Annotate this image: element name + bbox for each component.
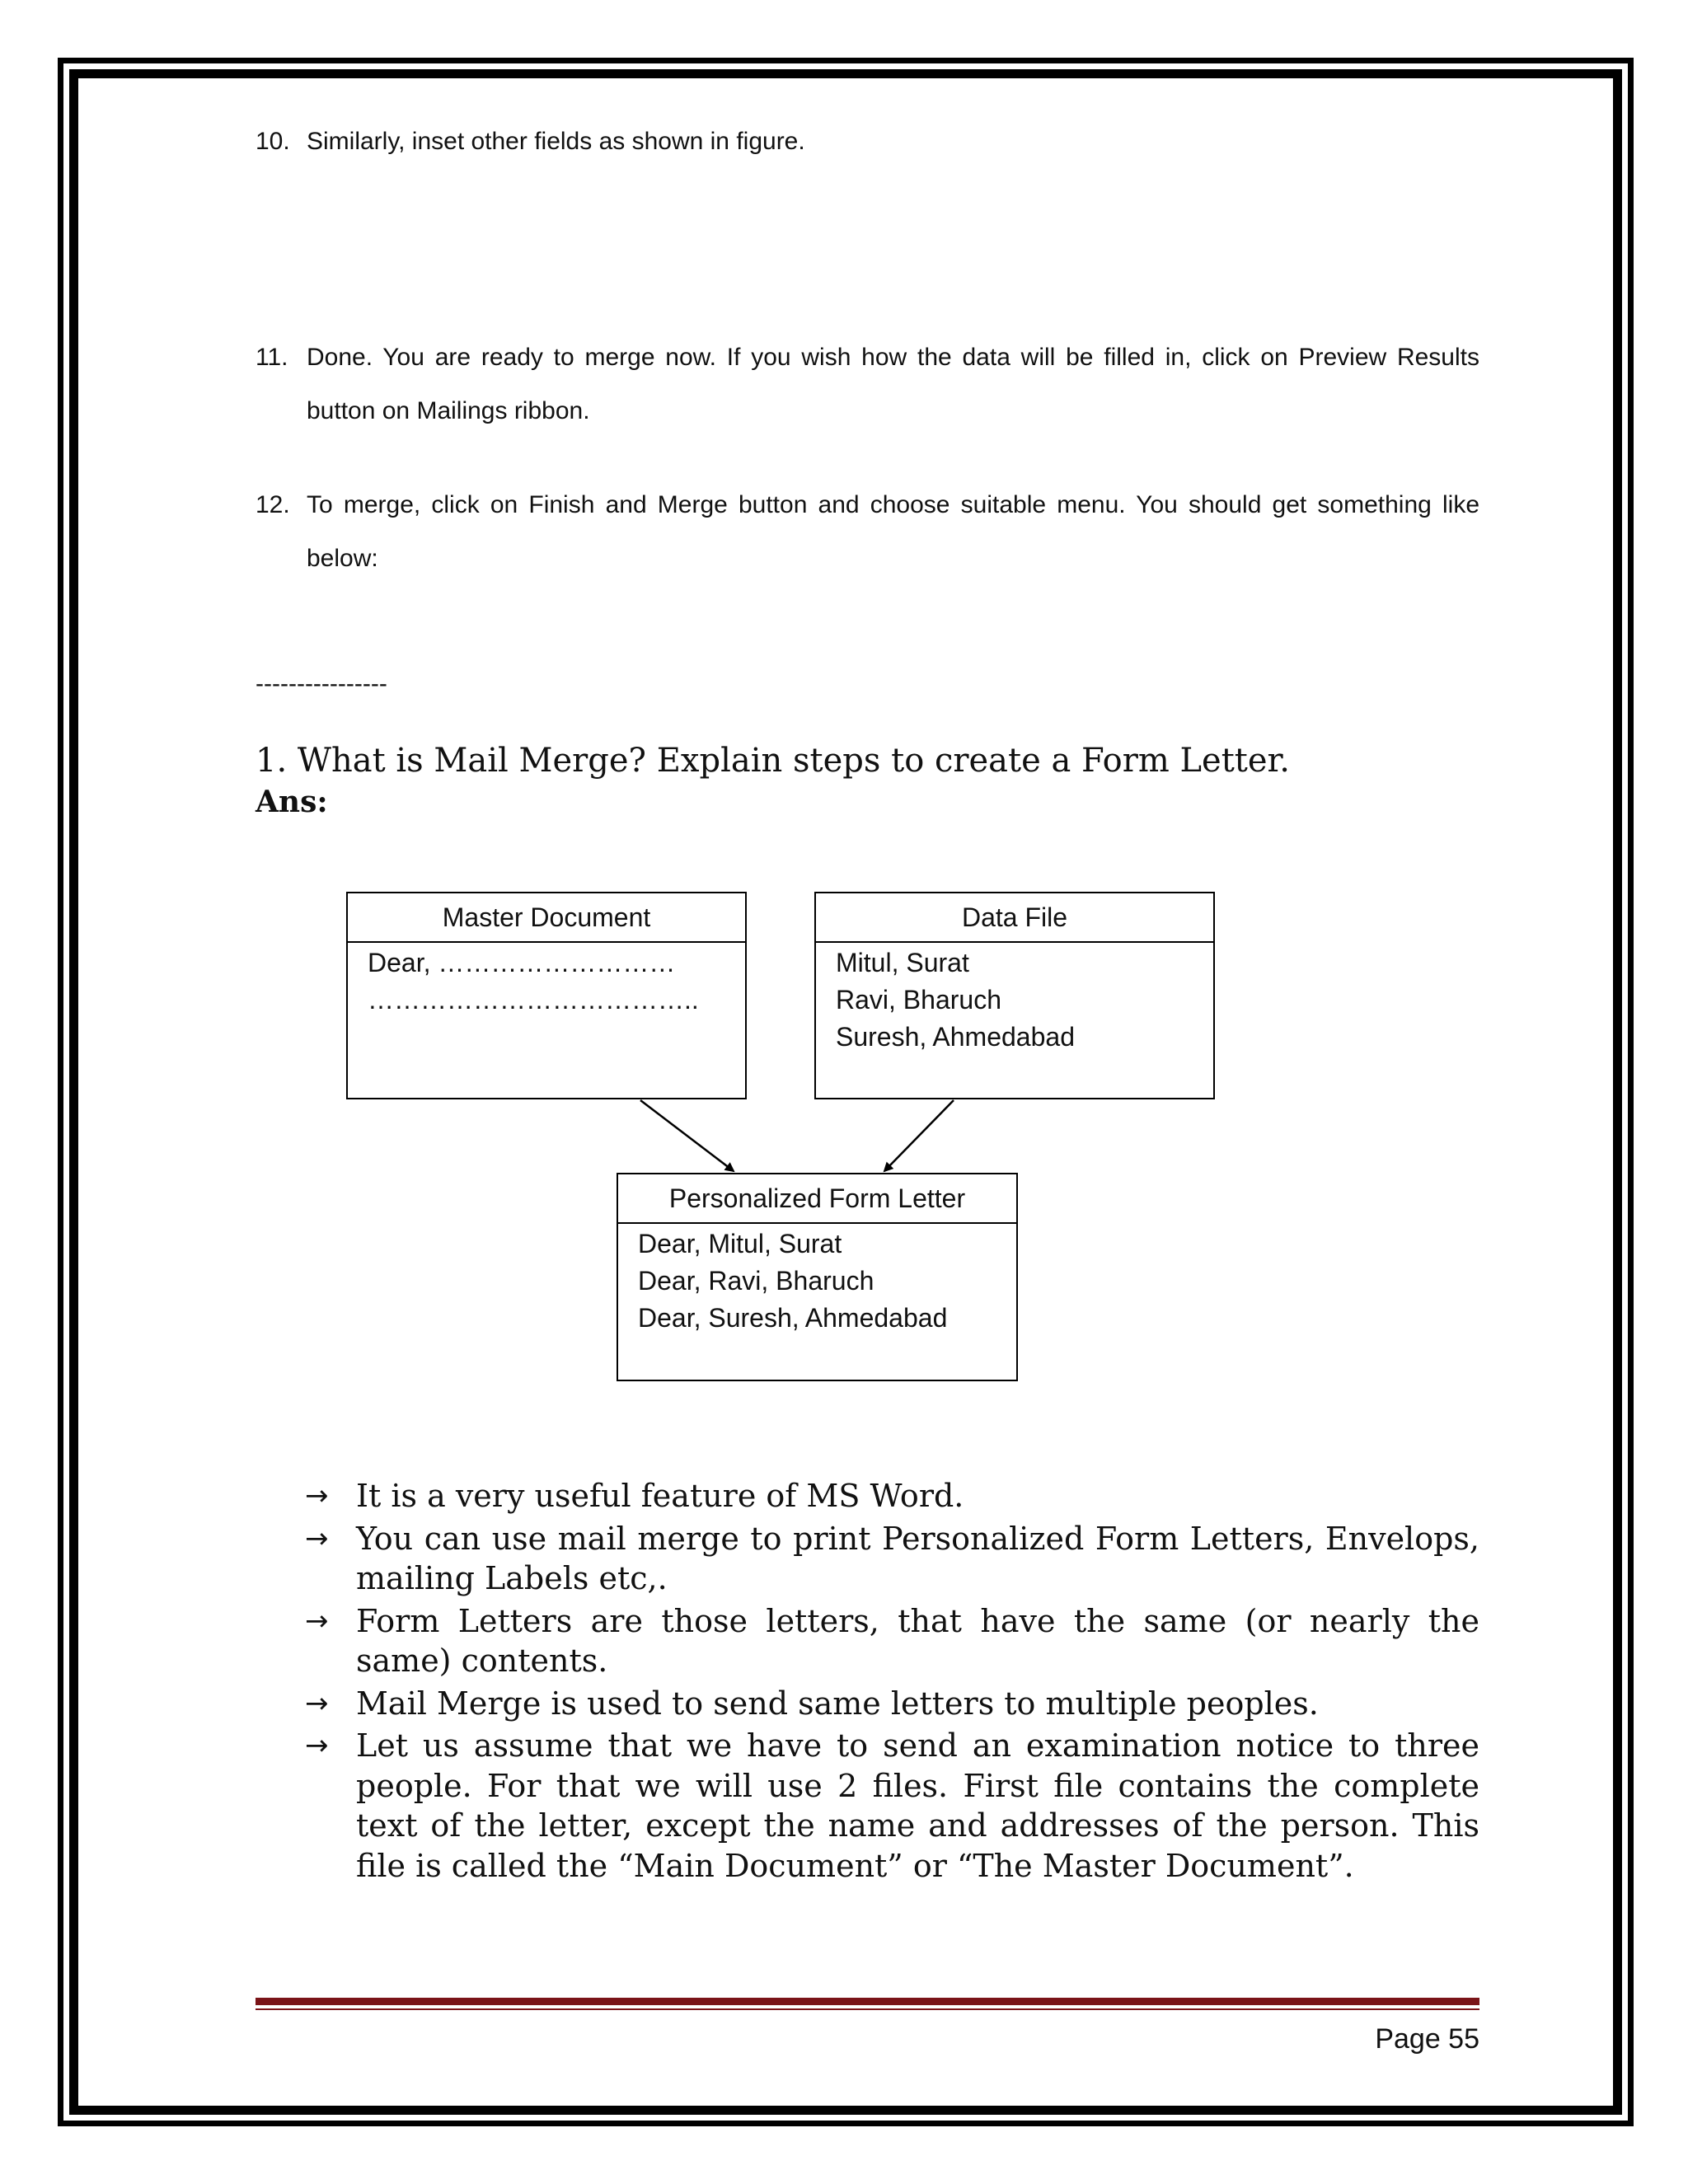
step-number: 10. bbox=[256, 128, 290, 155]
list-item bbox=[305, 1476, 1479, 1516]
list-item-text: You can use mail merge to print Personalized Form Letters, Envelops, mailing Labels etc,. bbox=[356, 1520, 1479, 1596]
right-arrow-icon: → bbox=[305, 1729, 329, 1762]
list-item-text: Let us assume that we have to send an examination notice to three people. For that we will use 2 files. First file contains the complete text of the letter, except the name and addresses of the person. This file is called the “Main Document” or “The Master Document”. bbox=[356, 1727, 1479, 1884]
list-item bbox=[305, 1684, 1479, 1724]
footer-rule-thin bbox=[256, 2008, 1479, 2010]
question-heading: 1. What is Mail Merge? Explain steps to create a Form Letter. bbox=[256, 742, 1290, 780]
data-file-line: Ravi, Bharuch bbox=[836, 985, 1001, 1015]
step-number: 12. bbox=[256, 491, 290, 518]
step-number: 11. bbox=[256, 344, 288, 371]
right-arrow-icon: → bbox=[305, 1479, 329, 1512]
section-separator: ---------------- bbox=[256, 670, 387, 697]
step-text: Done. You are ready to merge now. If you wish how the data will be filled in, click on Preview Results button on Mailings ribbon. bbox=[307, 344, 1479, 424]
answer-label: Ans: bbox=[256, 785, 328, 819]
data-file-line: Mitul, Surat bbox=[836, 948, 969, 977]
page-number: Page 55 bbox=[1375, 2023, 1479, 2055]
master-document-line: ……………………………….. bbox=[368, 985, 699, 1015]
personalized-letter-line: Dear, Suresh, Ahmedabad bbox=[638, 1303, 948, 1333]
list-item-text: It is a very useful feature of MS Word. bbox=[356, 1478, 964, 1514]
step-text: Similarly, inset other fields as shown in figure. bbox=[307, 128, 805, 155]
list-item bbox=[305, 1726, 1479, 1886]
master-document-line: Dear, ……………………… bbox=[368, 948, 676, 977]
personalized-letter-title: Personalized Form Letter bbox=[618, 1174, 1016, 1224]
arrow-master-to-letter bbox=[640, 1100, 734, 1171]
master-document-title: Master Document bbox=[348, 893, 745, 943]
list-item bbox=[305, 1519, 1479, 1599]
list-item-text: Mail Merge is used to send same letters to multiple peoples. bbox=[356, 1685, 1319, 1722]
list-item-text: Form Letters are those letters, that have the same (or nearly the same) contents. bbox=[356, 1602, 1479, 1679]
footer-rule bbox=[256, 1998, 1479, 2005]
data-file-title: Data File bbox=[816, 893, 1213, 943]
data-file-line: Suresh, Ahmedabad bbox=[836, 1022, 1075, 1052]
right-arrow-icon: → bbox=[305, 1604, 329, 1638]
right-arrow-icon: → bbox=[305, 1521, 329, 1555]
list-item bbox=[305, 1601, 1479, 1681]
bullet-list bbox=[305, 1476, 1479, 1888]
personalized-letter-line: Dear, Ravi, Bharuch bbox=[638, 1266, 874, 1296]
right-arrow-icon: → bbox=[305, 1686, 329, 1720]
arrow-data-to-letter bbox=[884, 1100, 954, 1171]
personalized-letter-line: Dear, Mitul, Surat bbox=[638, 1229, 842, 1258]
step-text: To merge, click on Finish and Merge button and choose suitable menu. You should get something like below: bbox=[307, 491, 1479, 572]
